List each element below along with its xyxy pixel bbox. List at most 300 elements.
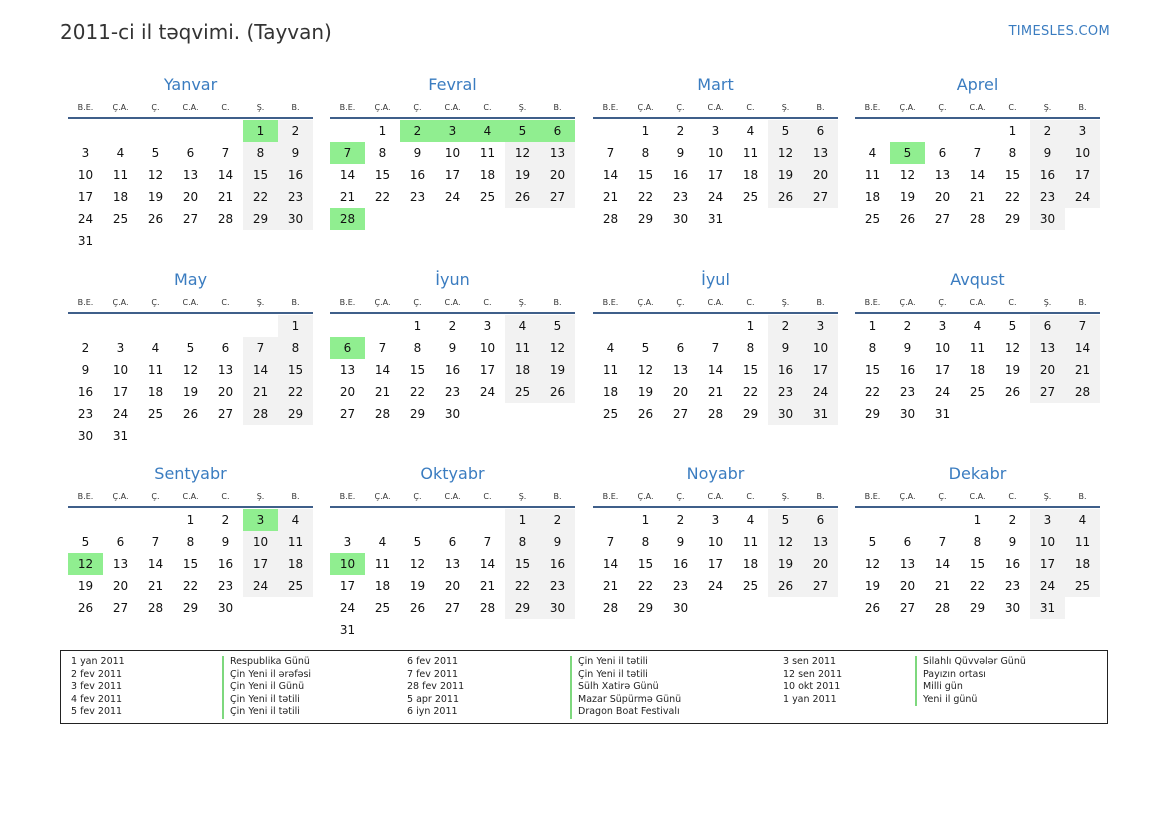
- day-cell: 20: [1030, 359, 1065, 381]
- weekday-label: Ç.: [413, 297, 422, 307]
- day-cell: 27: [934, 212, 951, 226]
- day-cell: 11: [505, 337, 540, 359]
- day-cell: 21: [602, 579, 619, 593]
- day-cell: 12: [409, 557, 426, 571]
- day-cell: 26: [409, 601, 426, 615]
- weekday-label: Ş.: [1043, 491, 1052, 501]
- day-cell: 25: [112, 212, 129, 226]
- day-cell: 14: [707, 363, 724, 377]
- weekday-label: C.A.: [969, 297, 986, 307]
- day-cell: 2: [221, 513, 230, 527]
- day-cell: 7: [606, 146, 615, 160]
- day-cell: 22: [742, 385, 759, 399]
- day-cell: 26: [768, 575, 803, 597]
- day-cell: 24: [339, 601, 356, 615]
- holiday-name: Respublika Günü: [222, 656, 311, 669]
- day-cell: 31: [77, 234, 94, 248]
- empty-day: [855, 509, 890, 531]
- day-cell: 20: [444, 579, 461, 593]
- day-cell: 9: [278, 142, 313, 164]
- day-cell: 21: [147, 579, 164, 593]
- day-cell: 16: [217, 557, 234, 571]
- weekday-header: [68, 97, 313, 119]
- month-name: Avqust: [950, 270, 1005, 289]
- month-name: Mart: [697, 75, 734, 94]
- empty-day: [663, 315, 698, 337]
- day-cell: 13: [112, 557, 129, 571]
- holiday-day: 10: [330, 553, 365, 575]
- day-cell: 3: [1065, 120, 1100, 142]
- day-cell: 23: [672, 190, 689, 204]
- day-cell: 10: [803, 337, 838, 359]
- weekday-label: C.: [483, 102, 492, 112]
- weekday-label: Ç.: [676, 102, 685, 112]
- day-grid: [68, 509, 313, 619]
- day-cell: 12: [864, 557, 881, 571]
- day-cell: 17: [77, 190, 94, 204]
- day-cell: 27: [339, 407, 356, 421]
- holiday-date: 7 fev 2011: [407, 668, 459, 680]
- day-cell: 25: [147, 407, 164, 421]
- day-cell: 28: [934, 601, 951, 615]
- month-name: Aprel: [956, 75, 999, 94]
- weekday-label: Ç.A.: [374, 102, 391, 112]
- day-cell: 8: [746, 341, 755, 355]
- empty-day: [365, 315, 400, 337]
- holiday-date: 12 sen 2011: [783, 668, 843, 680]
- day-cell: 8: [378, 146, 387, 160]
- day-cell: 2: [81, 341, 90, 355]
- month-name: Oktyabr: [420, 464, 485, 483]
- day-grid: [593, 120, 838, 230]
- holiday-day: 3: [243, 509, 278, 531]
- holiday-name: Çin Yeni il ərəfəsi: [222, 669, 311, 682]
- holiday-name: Dragon Boat Festivalı: [570, 706, 681, 719]
- day-cell: 31: [803, 403, 838, 425]
- month-name: İyun: [435, 270, 470, 289]
- weekday-label: B.E.: [602, 491, 619, 501]
- empty-day: [138, 315, 173, 337]
- weekday-label: C.A.: [707, 491, 724, 501]
- weekday-label: B.E.: [77, 102, 94, 112]
- day-cell: 31: [112, 429, 129, 443]
- day-cell: 19: [540, 359, 575, 381]
- empty-day: [330, 120, 365, 142]
- day-cell: 17: [707, 168, 724, 182]
- day-cell: 27: [803, 575, 838, 597]
- day-cell: 22: [864, 385, 881, 399]
- day-cell: 25: [479, 190, 496, 204]
- day-cell: 9: [81, 363, 90, 377]
- weekday-label: B.E.: [864, 297, 881, 307]
- day-cell: 7: [221, 146, 230, 160]
- day-cell: 8: [641, 535, 650, 549]
- empty-day: [103, 509, 138, 531]
- day-cell: 10: [243, 531, 278, 553]
- day-cell: 14: [1065, 337, 1100, 359]
- day-cell: 21: [339, 190, 356, 204]
- weekday-label: C.: [746, 102, 755, 112]
- holiday-date: 3 sen 2011: [783, 656, 837, 667]
- day-cell: 17: [934, 363, 951, 377]
- month-name: Dekabr: [948, 464, 1007, 483]
- empty-day: [628, 315, 663, 337]
- empty-day: [925, 509, 960, 531]
- day-grid: [855, 315, 1100, 425]
- day-cell: 1: [413, 319, 422, 333]
- weekday-header: [68, 292, 313, 314]
- weekday-label: B.: [816, 102, 825, 112]
- weekday-label: C.: [1008, 102, 1017, 112]
- day-cell: 11: [147, 363, 164, 377]
- holiday-day: 5: [505, 120, 540, 142]
- day-cell: 3: [81, 146, 90, 160]
- day-cell: 13: [1030, 337, 1065, 359]
- day-cell: 18: [864, 190, 881, 204]
- weekday-label: C.A.: [969, 491, 986, 501]
- weekday-header: [593, 97, 838, 119]
- weekday-label: C.A.: [182, 297, 199, 307]
- weekday-label: C.: [746, 297, 755, 307]
- day-cell: 23: [1004, 579, 1021, 593]
- day-cell: 29: [182, 601, 199, 615]
- day-cell: 25: [1065, 575, 1100, 597]
- day-cell: 7: [1065, 315, 1100, 337]
- holiday-name: Payızın ortası: [915, 669, 1026, 682]
- day-cell: 2: [448, 319, 457, 333]
- day-cell: 14: [479, 557, 496, 571]
- weekday-label: B.: [1078, 491, 1087, 501]
- day-cell: 8: [278, 337, 313, 359]
- day-cell: 17: [479, 363, 496, 377]
- weekday-header: [855, 97, 1100, 119]
- day-cell: 12: [768, 531, 803, 553]
- day-grid: [593, 315, 838, 425]
- day-cell: 30: [672, 601, 689, 615]
- day-cell: 3: [343, 535, 352, 549]
- day-cell: 24: [1065, 186, 1100, 208]
- day-cell: 12: [899, 168, 916, 182]
- day-cell: 26: [864, 601, 881, 615]
- day-cell: 17: [1030, 553, 1065, 575]
- holiday-name: Yeni il günü: [915, 694, 1026, 707]
- day-cell: 19: [864, 579, 881, 593]
- weekday-label: B.E.: [77, 297, 94, 307]
- day-cell: 11: [278, 531, 313, 553]
- day-cell: 25: [864, 212, 881, 226]
- holiday-name: Sülh Xatirə Günü: [570, 681, 681, 694]
- day-cell: 22: [637, 190, 654, 204]
- empty-day: [68, 120, 103, 142]
- day-cell: 1: [186, 513, 195, 527]
- day-cell: 13: [182, 168, 199, 182]
- day-cell: 11: [479, 146, 496, 160]
- day-cell: 22: [1004, 190, 1021, 204]
- day-cell: 1: [746, 319, 755, 333]
- holiday-day: 6: [330, 337, 365, 359]
- day-cell: 5: [540, 315, 575, 337]
- day-cell: 1: [1008, 124, 1017, 138]
- weekday-label: Ç.A.: [637, 102, 654, 112]
- day-cell: 12: [505, 142, 540, 164]
- day-cell: 12: [637, 363, 654, 377]
- day-cell: 27: [217, 407, 234, 421]
- weekday-label: Ç.A.: [112, 102, 129, 112]
- day-cell: 19: [182, 385, 199, 399]
- day-cell: 3: [116, 341, 125, 355]
- weekday-label: Ç.: [413, 491, 422, 501]
- day-cell: 1: [278, 315, 313, 337]
- weekday-label: Ç.: [151, 297, 160, 307]
- month-block: [855, 269, 1100, 425]
- day-cell: 15: [637, 168, 654, 182]
- day-cell: 5: [1008, 319, 1017, 333]
- day-cell: 12: [768, 142, 803, 164]
- day-cell: 8: [868, 341, 877, 355]
- day-cell: 4: [278, 509, 313, 531]
- day-cell: 10: [112, 363, 129, 377]
- weekday-label: C.A.: [444, 297, 461, 307]
- day-cell: 24: [803, 381, 838, 403]
- day-cell: 17: [444, 168, 461, 182]
- day-grid: [68, 120, 313, 252]
- day-cell: 15: [409, 363, 426, 377]
- month-block: [330, 74, 575, 230]
- day-cell: 8: [186, 535, 195, 549]
- weekday-label: B.: [1078, 102, 1087, 112]
- day-cell: 23: [768, 381, 803, 403]
- empty-day: [138, 120, 173, 142]
- month-block: [330, 269, 575, 425]
- site-link[interactable]: TIMESLES.COM: [1008, 24, 1110, 39]
- holiday-name: Mazar Süpürmə Günü: [570, 694, 681, 707]
- day-cell: 20: [803, 164, 838, 186]
- weekday-label: B.E.: [864, 102, 881, 112]
- day-cell: 20: [339, 385, 356, 399]
- day-cell: 20: [934, 190, 951, 204]
- day-cell: 6: [1030, 315, 1065, 337]
- weekday-header: [68, 486, 313, 508]
- day-cell: 17: [1065, 164, 1100, 186]
- day-cell: 8: [413, 341, 422, 355]
- empty-day: [68, 509, 103, 531]
- day-cell: 19: [147, 190, 164, 204]
- day-cell: 23: [217, 579, 234, 593]
- weekday-header: [330, 292, 575, 314]
- empty-day: [365, 509, 400, 531]
- day-cell: 25: [969, 385, 986, 399]
- day-cell: 22: [374, 190, 391, 204]
- day-cell: 29: [1004, 212, 1021, 226]
- day-cell: 16: [899, 363, 916, 377]
- day-cell: 26: [147, 212, 164, 226]
- day-cell: 1: [505, 509, 540, 531]
- month-name: Sentyabr: [154, 464, 227, 483]
- day-cell: 22: [505, 575, 540, 597]
- weekday-label: Ç.: [676, 491, 685, 501]
- day-cell: 18: [742, 168, 759, 182]
- day-cell: 29: [243, 208, 278, 230]
- day-cell: 14: [934, 557, 951, 571]
- day-cell: 22: [243, 186, 278, 208]
- day-cell: 9: [676, 146, 685, 160]
- empty-day: [435, 509, 470, 531]
- day-cell: 25: [505, 381, 540, 403]
- holiday-date: 1 yan 2011: [783, 693, 837, 705]
- day-cell: 11: [864, 168, 881, 182]
- empty-day: [68, 315, 103, 337]
- month-block: [593, 269, 838, 425]
- day-cell: 14: [602, 557, 619, 571]
- weekday-label: C.: [221, 297, 230, 307]
- holiday-list: [60, 650, 1108, 724]
- day-cell: 21: [602, 190, 619, 204]
- day-cell: 29: [864, 407, 881, 421]
- day-cell: 22: [278, 381, 313, 403]
- holiday-names-column: [222, 656, 311, 719]
- day-cell: 15: [278, 359, 313, 381]
- empty-day: [470, 509, 505, 531]
- day-cell: 23: [77, 407, 94, 421]
- day-cell: 22: [182, 579, 199, 593]
- day-cell: 14: [339, 168, 356, 182]
- holiday-day: 6: [540, 120, 575, 142]
- day-cell: 20: [899, 579, 916, 593]
- day-cell: 9: [448, 341, 457, 355]
- day-cell: 15: [182, 557, 199, 571]
- weekday-label: C.: [746, 491, 755, 501]
- day-cell: 10: [934, 341, 951, 355]
- day-cell: 26: [505, 186, 540, 208]
- day-cell: 30: [217, 601, 234, 615]
- day-cell: 17: [112, 385, 129, 399]
- weekday-label: Ş.: [1043, 102, 1052, 112]
- weekday-label: Ç.: [151, 491, 160, 501]
- day-cell: 5: [151, 146, 160, 160]
- day-cell: 18: [742, 557, 759, 571]
- day-cell: 6: [903, 535, 912, 549]
- day-cell: 21: [217, 190, 234, 204]
- day-cell: 15: [505, 553, 540, 575]
- day-cell: 18: [112, 190, 129, 204]
- weekday-label: B.: [553, 297, 562, 307]
- day-cell: 23: [278, 186, 313, 208]
- holiday-names-column: [570, 656, 681, 719]
- day-cell: 12: [147, 168, 164, 182]
- day-cell: 11: [969, 341, 986, 355]
- day-cell: 4: [151, 341, 160, 355]
- day-cell: 8: [641, 146, 650, 160]
- day-cell: 13: [217, 363, 234, 377]
- holiday-name: Çin Yeni il tətili: [222, 694, 311, 707]
- weekday-label: B.E.: [339, 491, 356, 501]
- day-cell: 10: [707, 535, 724, 549]
- day-cell: 12: [540, 337, 575, 359]
- day-cell: 28: [147, 601, 164, 615]
- empty-day: [208, 120, 243, 142]
- holiday-date: 6 iyn 2011: [407, 706, 458, 718]
- weekday-label: B.: [816, 297, 825, 307]
- weekday-label: B.: [291, 297, 300, 307]
- holiday-day: 7: [330, 142, 365, 164]
- day-cell: 11: [112, 168, 129, 182]
- day-cell: 23: [672, 579, 689, 593]
- weekday-label: Ç.A.: [899, 102, 916, 112]
- day-cell: 30: [1004, 601, 1021, 615]
- day-cell: 13: [540, 142, 575, 164]
- day-grid: [855, 120, 1100, 230]
- day-cell: 7: [973, 146, 982, 160]
- month-block: [68, 269, 313, 447]
- day-cell: 3: [711, 124, 720, 138]
- day-cell: 30: [1030, 208, 1065, 230]
- weekday-label: B.E.: [339, 102, 356, 112]
- day-cell: 2: [278, 120, 313, 142]
- holiday-date: 5 apr 2011: [407, 693, 460, 705]
- holiday-date: 2 fev 2011: [71, 668, 123, 680]
- empty-day: [243, 315, 278, 337]
- empty-day: [960, 120, 995, 142]
- day-cell: 30: [77, 429, 94, 443]
- day-cell: 13: [672, 363, 689, 377]
- day-cell: 16: [278, 164, 313, 186]
- day-cell: 5: [641, 341, 650, 355]
- day-cell: 13: [339, 363, 356, 377]
- month-name: Fevral: [428, 75, 477, 94]
- day-cell: 7: [606, 535, 615, 549]
- holiday-day: 12: [68, 553, 103, 575]
- day-cell: 7: [938, 535, 947, 549]
- day-cell: 3: [803, 315, 838, 337]
- weekday-label: Ş.: [256, 491, 265, 501]
- day-cell: 17: [707, 557, 724, 571]
- holiday-day: 4: [470, 120, 505, 142]
- holiday-name: Çin Yeni il Günü: [222, 681, 311, 694]
- day-cell: 10: [707, 146, 724, 160]
- empty-day: [103, 120, 138, 142]
- holiday-date: 6 fev 2011: [407, 656, 459, 667]
- day-cell: 24: [1030, 575, 1065, 597]
- day-cell: 14: [243, 359, 278, 381]
- day-grid: [330, 120, 575, 230]
- weekday-label: Ç.: [938, 297, 947, 307]
- day-grid: [593, 509, 838, 619]
- day-cell: 24: [707, 579, 724, 593]
- day-cell: 10: [1065, 142, 1100, 164]
- day-cell: 21: [479, 579, 496, 593]
- day-cell: 16: [1030, 164, 1065, 186]
- day-cell: 6: [186, 146, 195, 160]
- day-cell: 14: [217, 168, 234, 182]
- day-cell: 8: [243, 142, 278, 164]
- day-cell: 3: [483, 319, 492, 333]
- day-cell: 23: [540, 575, 575, 597]
- day-cell: 18: [1065, 553, 1100, 575]
- empty-day: [208, 315, 243, 337]
- day-cell: 18: [505, 359, 540, 381]
- empty-day: [330, 315, 365, 337]
- day-cell: 7: [378, 341, 387, 355]
- day-grid: [330, 509, 575, 641]
- day-cell: 5: [81, 535, 90, 549]
- day-cell: 6: [803, 509, 838, 531]
- day-cell: 9: [1008, 535, 1017, 549]
- day-cell: 11: [602, 363, 619, 377]
- holiday-date: 28 fev 2011: [407, 681, 465, 693]
- empty-day: [925, 120, 960, 142]
- holiday-day: 5: [890, 142, 925, 164]
- weekday-label: Ç.: [413, 102, 422, 112]
